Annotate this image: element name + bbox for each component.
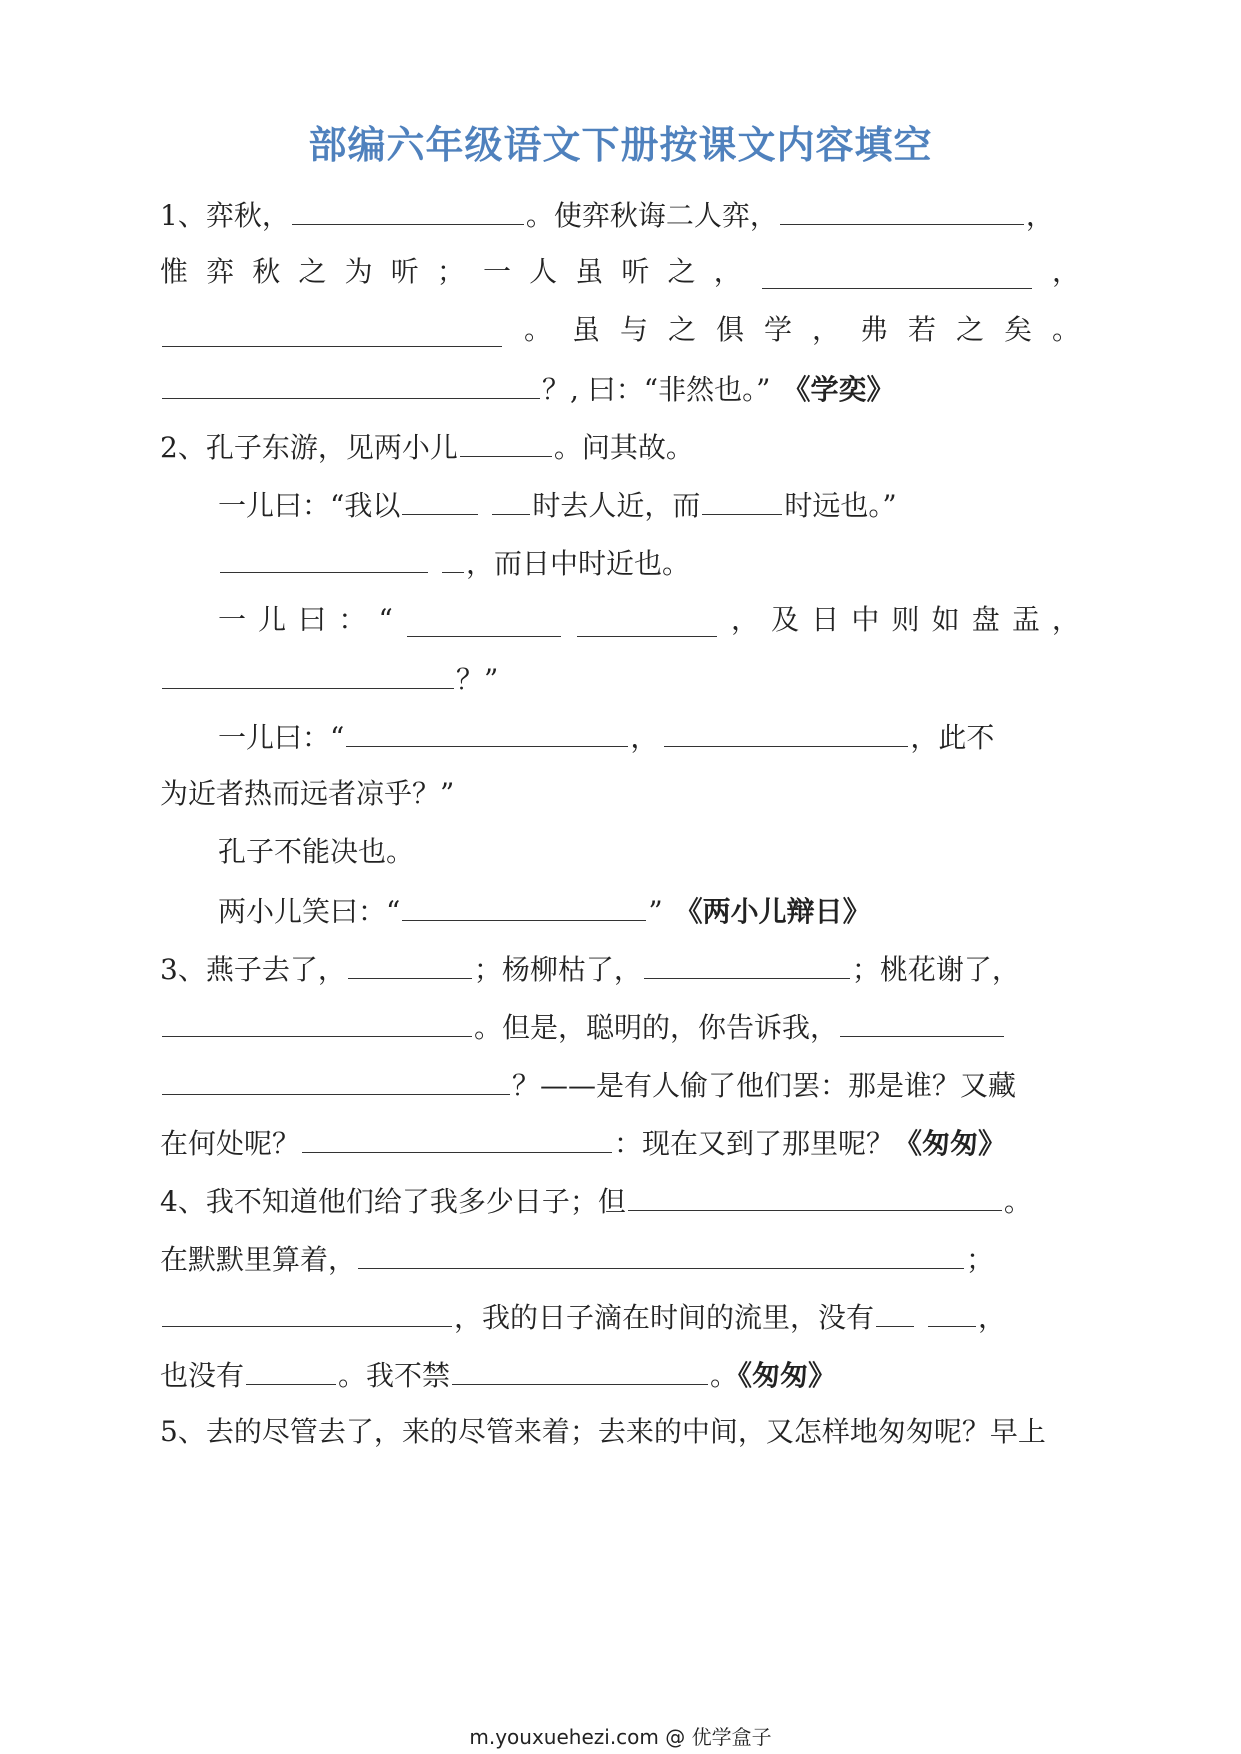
q4-line-4 xyxy=(160,1352,1080,1396)
q1-line-2 xyxy=(160,250,1080,294)
char: 之 xyxy=(298,255,327,288)
q1-line-4 xyxy=(160,366,1080,410)
blank[interactable] xyxy=(346,714,628,747)
source-title: 《两小儿辩日》 xyxy=(688,895,871,928)
char: 学 xyxy=(763,313,792,346)
char: 盂 xyxy=(1011,603,1040,636)
q3-line-4 xyxy=(160,1120,1080,1164)
q2-text: 一儿曰：“ xyxy=(218,721,345,754)
char: 。 xyxy=(1051,313,1080,346)
blank[interactable] xyxy=(402,482,478,515)
q2-text: 时去人近，而 xyxy=(532,489,701,522)
q4-text: 在默默里算着， xyxy=(160,1243,357,1276)
q2-text-b: 。问其故。 xyxy=(553,431,694,464)
char: 为 xyxy=(344,255,373,288)
q2-line-2 xyxy=(218,482,1080,526)
blank[interactable] xyxy=(407,604,561,637)
q2-text: 时远也。” xyxy=(784,489,897,522)
blank[interactable] xyxy=(452,1352,708,1385)
q3-text: ：现在又到了那里呢？ xyxy=(614,1127,895,1160)
q4-text: 。 xyxy=(710,1359,739,1392)
q3-text: 在何处呢？ xyxy=(160,1127,301,1160)
char: 。 xyxy=(523,313,552,346)
q3-text: ；杨柳枯了， xyxy=(473,953,642,986)
char: 之 xyxy=(667,313,696,346)
char: “ xyxy=(378,603,393,636)
q1-text-d: ？, 曰：“非然也。” xyxy=(542,373,771,406)
q2-text: 两小儿笑曰：“ xyxy=(218,895,401,928)
page-title: 部编六年级语文下册按课文内容填空 xyxy=(308,123,933,167)
blank[interactable] xyxy=(402,888,646,921)
char: 中 xyxy=(851,603,880,636)
q1-text-b: 。使弈秋诲二人弈， xyxy=(525,199,778,232)
q5-line-1: 5、去的尽管去了，来的尽管来着；去来的中间，又怎样地匆匆呢？早上 xyxy=(160,1415,1046,1448)
q4-line-1 xyxy=(160,1178,1080,1222)
char: 俱 xyxy=(715,313,744,346)
q4-text: ； xyxy=(966,1243,995,1276)
char: ， xyxy=(811,313,840,346)
blank[interactable] xyxy=(577,604,717,637)
blank[interactable] xyxy=(220,540,428,573)
q2-text: ， xyxy=(630,721,659,754)
char: 之 xyxy=(955,313,984,346)
blank[interactable] xyxy=(162,1062,510,1095)
blank[interactable] xyxy=(358,1236,964,1269)
q3-text: 。但是，聪明的，你告诉我， xyxy=(474,1011,839,1044)
blank[interactable] xyxy=(246,1352,336,1385)
char: 一 xyxy=(482,255,511,288)
blank[interactable] xyxy=(348,946,472,979)
q2-text: ，此不 xyxy=(910,721,995,754)
q2-text-a: 2、孔子东游，见两小儿 xyxy=(160,431,458,464)
q2-line-7: 为近者热而远者凉乎？” xyxy=(160,777,455,810)
q2-line-6 xyxy=(218,714,1080,758)
char: 则 xyxy=(891,603,920,636)
char: ， xyxy=(731,603,760,636)
blank[interactable] xyxy=(644,946,850,979)
q3-text: ？——是有人偷了他们罢：那是谁？又藏 xyxy=(512,1069,1017,1102)
char: 惟 xyxy=(160,255,189,288)
blank[interactable] xyxy=(162,366,540,399)
char: 与 xyxy=(619,313,648,346)
q4-line-3 xyxy=(160,1294,1080,1338)
char: 日 xyxy=(811,603,840,636)
char: 虽 xyxy=(575,255,604,288)
char: ； xyxy=(436,255,465,288)
blank[interactable] xyxy=(162,656,454,689)
q4-text: 4、我不知道他们给了我多少日子；但 xyxy=(160,1185,626,1218)
char: 儿 xyxy=(258,603,287,636)
char: 弈 xyxy=(206,255,235,288)
char: ， xyxy=(1051,255,1080,288)
source-title: 《匆匆》 xyxy=(738,1359,837,1392)
footer-watermark: m.youxuehezi.com @ 优学盒子 xyxy=(469,1725,772,1749)
q3-text: 3、燕子去了， xyxy=(160,953,346,986)
char: 矣 xyxy=(1003,313,1032,346)
char: 若 xyxy=(907,313,936,346)
blank[interactable] xyxy=(162,1004,472,1037)
char: 盘 xyxy=(971,603,1000,636)
q2-line-1 xyxy=(160,424,1080,468)
char: 人 xyxy=(529,255,558,288)
q2-line-9 xyxy=(218,888,1080,932)
q2-line-5 xyxy=(160,656,1080,700)
q4-line-2 xyxy=(160,1236,1080,1280)
source-title: 《学奕》 xyxy=(796,373,895,406)
q2-line-8: 孔子不能决也。 xyxy=(218,835,415,868)
char: 如 xyxy=(931,603,960,636)
q1-line-1 xyxy=(160,192,1080,236)
char: ， xyxy=(1051,603,1080,636)
q2-line-3 xyxy=(218,540,1080,584)
char: ， xyxy=(713,255,742,288)
blank[interactable] xyxy=(928,1294,976,1327)
q1-text-c: ， xyxy=(1025,199,1054,232)
char: 及 xyxy=(771,603,800,636)
blank[interactable] xyxy=(162,1294,452,1327)
blank[interactable] xyxy=(702,482,782,515)
blank[interactable] xyxy=(780,192,1024,225)
q1-text-a: 1、弈秋， xyxy=(160,199,290,232)
char: ： xyxy=(338,603,367,636)
q3-line-2 xyxy=(160,1004,1080,1048)
blank[interactable] xyxy=(292,192,524,225)
q2-text: ” xyxy=(648,895,663,928)
q4-text: 。 xyxy=(1003,1185,1032,1218)
char: 弗 xyxy=(859,313,888,346)
blank[interactable] xyxy=(762,256,1032,289)
q2-text: ？” xyxy=(456,663,499,696)
blank[interactable] xyxy=(162,314,502,347)
char: 听 xyxy=(390,255,419,288)
q2-text: ，而日中时近也。 xyxy=(466,547,691,580)
q3-line-3 xyxy=(160,1062,1080,1106)
blank[interactable] xyxy=(492,482,530,515)
char: 一 xyxy=(218,603,247,636)
q4-text: 。我不禁 xyxy=(338,1359,451,1392)
blank[interactable] xyxy=(442,540,464,573)
q4-text: ，我的日子滴在时间的流里，没有 xyxy=(454,1301,875,1334)
q4-text: ， xyxy=(978,1301,1007,1334)
q3-line-1 xyxy=(160,946,1080,990)
source-title: 《匆匆》 xyxy=(894,1127,1007,1160)
blank[interactable] xyxy=(302,1120,612,1153)
q4-text: 也没有 xyxy=(160,1359,245,1392)
char: 虽 xyxy=(571,313,600,346)
char: 听 xyxy=(621,255,650,288)
blank[interactable] xyxy=(876,1294,914,1327)
blank[interactable] xyxy=(664,714,908,747)
q2-line-4 xyxy=(218,598,1080,642)
blank[interactable] xyxy=(460,424,552,457)
blank[interactable] xyxy=(628,1178,1002,1211)
q2-text: 一儿曰：“我以 xyxy=(218,489,401,522)
blank[interactable] xyxy=(840,1004,1004,1037)
char: 秋 xyxy=(252,255,281,288)
char: 之 xyxy=(667,255,696,288)
q1-line-3 xyxy=(160,308,1080,352)
char: 曰 xyxy=(298,603,327,636)
q3-text: ；桃花谢了， xyxy=(851,953,1020,986)
